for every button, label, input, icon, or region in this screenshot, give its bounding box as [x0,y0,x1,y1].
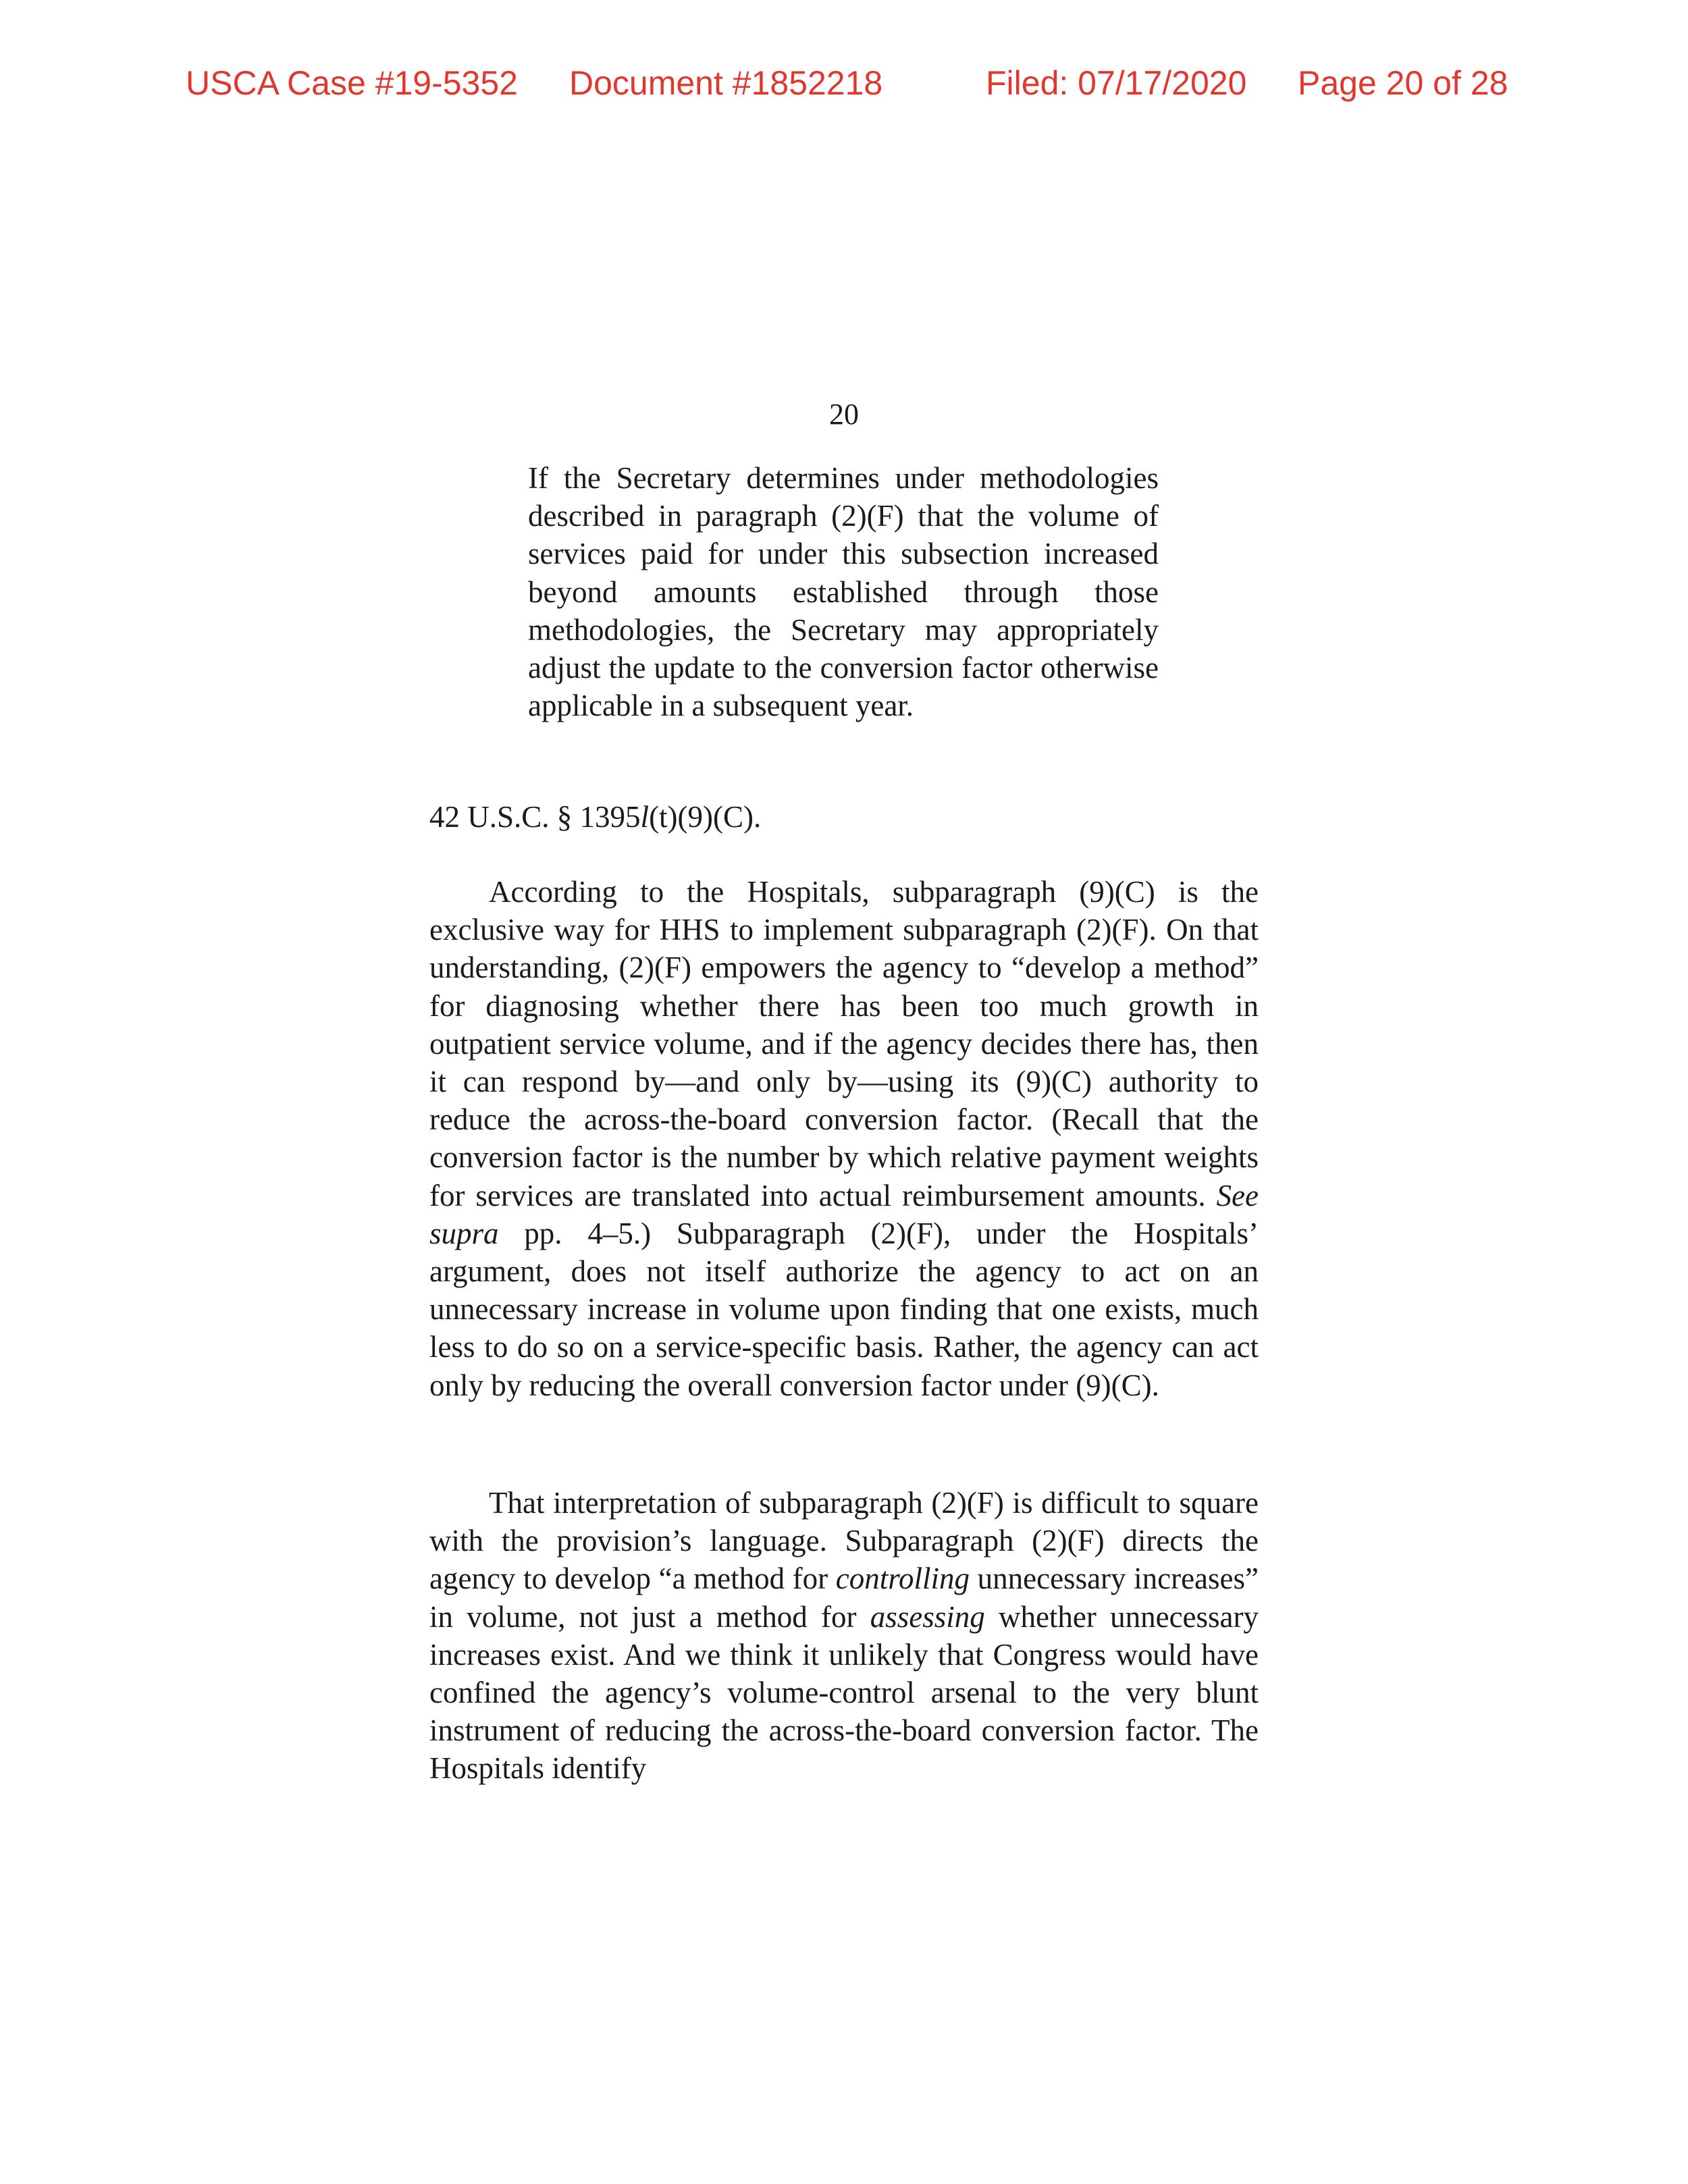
emphasis-controlling: controlling [835,1562,970,1596]
header-page-count: Page 20 of 28 [1298,64,1508,102]
page-number: 20 [829,398,859,431]
paragraph2-text-b: unnecessary increases” in volume, not just a method for [429,1562,1259,1634]
header-filed-date: Filed: 07/17/2020 [986,64,1247,102]
paragraph1-text-b: pp. 4–5.) Subparagraph (2)(F), under the Hospitals’ argument, does not itself authorize the agency to act on an unnecessary increase in volume upon finding that one exists, much less to do so on a service-specific basis. Rather, the agency can act only by reducing the overall conversion factor under (9)(C). [429,1216,1259,1402]
citation-suffix: (t)(9)(C). [649,800,762,834]
statute-citation [429,798,1240,836]
paragraph-hospitals-argument [429,873,1259,1404]
citation-italic: l [640,800,650,834]
header-case-number: USCA Case #19-5352 [186,64,518,102]
emphasis-assessing: assessing [870,1599,985,1634]
see-supra-signal: See supra [429,1178,1259,1250]
citation-prefix: 42 U.S.C. § 1395 [429,800,641,834]
paragraph-interpretation [429,1484,1259,1788]
paragraph1-text-a: According to the Hospitals, subparagraph (9)(C) is the exclusive way for HHS to implement subparagraph (2)(F). On that understanding, (2)(F) empowers the agency to “develop a method” for diagnosing whether there has been too much growth in outpatient service volume, and if the agency decides there has, then it can respond by—and only by—using its (9)(C) authority to reduce the across-the-board conversion factor. (Recall that the conversion factor is the number by which relative payment weights for services are translated into actual reimbursement amounts. [429,875,1259,1213]
header-document-number: Document #1852218 [569,64,883,102]
statute-blockquote: If the Secretary determines under methodologies described in paragraph (2)(F) that the volume of services paid for under this subsection increased beyond amounts established through those methodologies, the Secretary may appropriately adjust the update to the conversion factor otherwise applicable in a subsequent year. [528,461,1159,723]
filing-header [0,63,1688,111]
paragraph2-text-a: That interpretation of subparagraph (2)(F) is difficult to square with the provision’s language. Subparagraph (2)(F) directs the agency to develop “a method for [429,1486,1259,1596]
paragraph2-text-c: whether unnecessary increases exist. And we think it unlikely that Congress would have confined the agency’s volume-control arsenal to the very blunt instrument of reducing the across-the-board conversion factor. The Hospitals identify [429,1599,1259,1786]
